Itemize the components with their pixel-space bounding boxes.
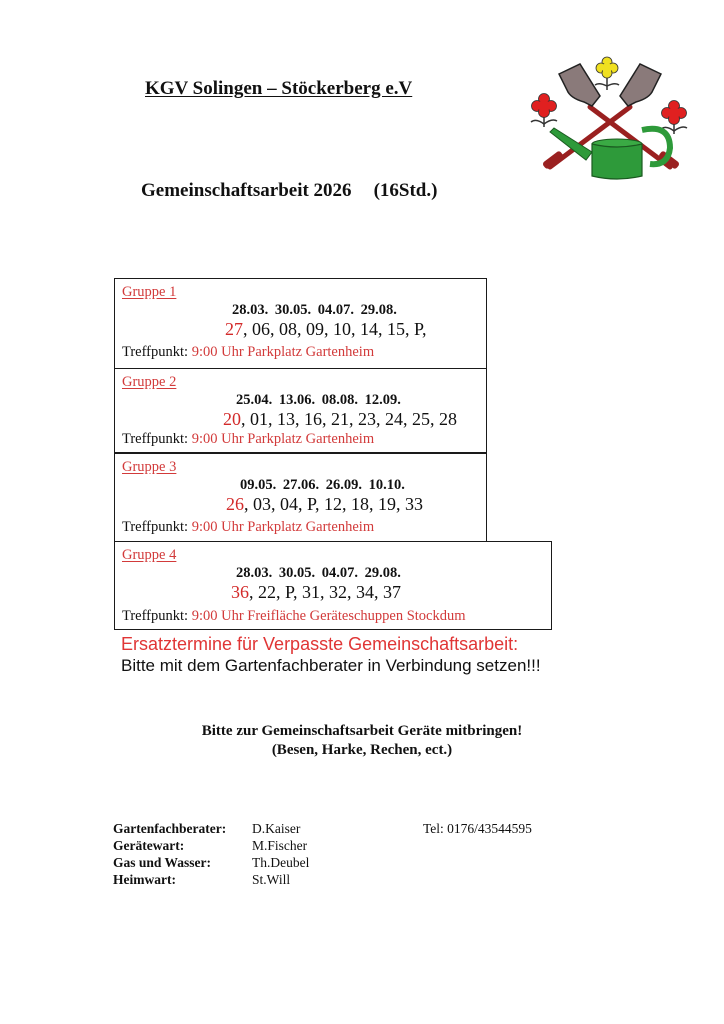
replacement-dates-heading: Ersatztermine für Verpasste Gemeinschaftsarbeit: [121, 634, 519, 654]
group-leader-plot: 27 [225, 319, 243, 339]
document-title [141, 180, 437, 202]
group-dates: 28.03. 30.05. 04.07. 29.08. [236, 565, 401, 581]
group-dates: 09.05. 27.06. 26.09. 10.10. [240, 477, 405, 493]
contact-name: M.Fischer [252, 838, 308, 853]
contact-role: Gartenfachberater: [113, 821, 227, 836]
document-title-text: Gemeinschaftsarbeit 2026 [141, 180, 352, 201]
group-member-plots: , 22, P, 31, 32, 34, 37 [249, 582, 402, 602]
group-label: Gruppe 4 [122, 547, 177, 563]
red-flower-right-icon [661, 101, 687, 135]
yellow-flower-icon [595, 57, 619, 90]
meeting-place: 9:00 Uhr Parkplatz Gartenheim [191, 519, 375, 535]
contact-role: Gas und Wasser: [113, 855, 212, 870]
group-4-box [114, 541, 552, 630]
meeting-label: Treffpunkt: [122, 519, 192, 535]
bring-tools-line-1: Bitte zur Gemeinschaftsarbeit Geräte mitbringen! [201, 723, 523, 739]
group-label: Gruppe 2 [122, 374, 177, 390]
meeting-label: Treffpunkt: [122, 431, 192, 447]
group-meeting-point [122, 608, 466, 625]
group-dates: 25.04. 13.06. 08.08. 12.09. [236, 392, 401, 408]
group-member-plots: , 01, 13, 16, 21, 23, 24, 25, 28 [241, 409, 457, 429]
group-member-plots: , 06, 08, 09, 10, 14, 15, P, [243, 319, 427, 339]
group-meeting-point [122, 431, 374, 448]
bring-tools-note [0, 722, 724, 760]
meeting-place: 9:00 Uhr Parkplatz Gartenheim [191, 431, 375, 447]
group-members [223, 409, 457, 430]
group-1-box [114, 278, 487, 369]
replacement-dates-note: Bitte mit dem Gartenfachberater in Verbindung setzen!!! [121, 656, 541, 675]
group-3-box [114, 453, 487, 542]
club-logo [522, 52, 700, 188]
meeting-place: 9:00 Uhr Parkplatz Gartenheim [191, 344, 375, 360]
group-dates: 28.03. 30.05. 04.07. 29.08. [232, 302, 397, 318]
contact-name: Th.Deubel [252, 855, 310, 870]
contact-name: St.Will [252, 872, 291, 887]
red-flower-left-icon [531, 94, 557, 128]
group-leader-plot: 20 [223, 409, 241, 429]
contact-role: Heimwart: [113, 872, 176, 887]
club-name: KGV Solingen – Stöckerberg e.V [145, 78, 413, 99]
meeting-label: Treffpunkt: [122, 344, 192, 360]
group-meeting-point [122, 344, 374, 361]
group-members [231, 582, 401, 603]
contact-name: D.Kaiser [252, 821, 301, 836]
group-2-box [114, 368, 487, 454]
group-meeting-point [122, 519, 374, 536]
meeting-label: Treffpunkt: [122, 608, 192, 624]
group-members [226, 494, 423, 515]
logo-icon [522, 52, 700, 188]
contact-role: Gerätewart: [113, 838, 185, 853]
contact-phone: Tel: 0176/43544595 [423, 821, 532, 836]
group-label: Gruppe 1 [122, 284, 177, 300]
bring-tools-line-2: (Besen, Harke, Rechen, ect.) [271, 742, 453, 758]
required-hours: (16Std.) [373, 180, 438, 201]
group-member-plots: , 03, 04, P, 12, 18, 19, 33 [244, 494, 424, 514]
group-leader-plot: 26 [226, 494, 244, 514]
group-label: Gruppe 3 [122, 459, 177, 475]
meeting-place: 9:00 Uhr Freifläche Geräteschuppen Stockdum [191, 608, 466, 624]
group-leader-plot: 36 [231, 582, 249, 602]
group-members [225, 319, 427, 340]
